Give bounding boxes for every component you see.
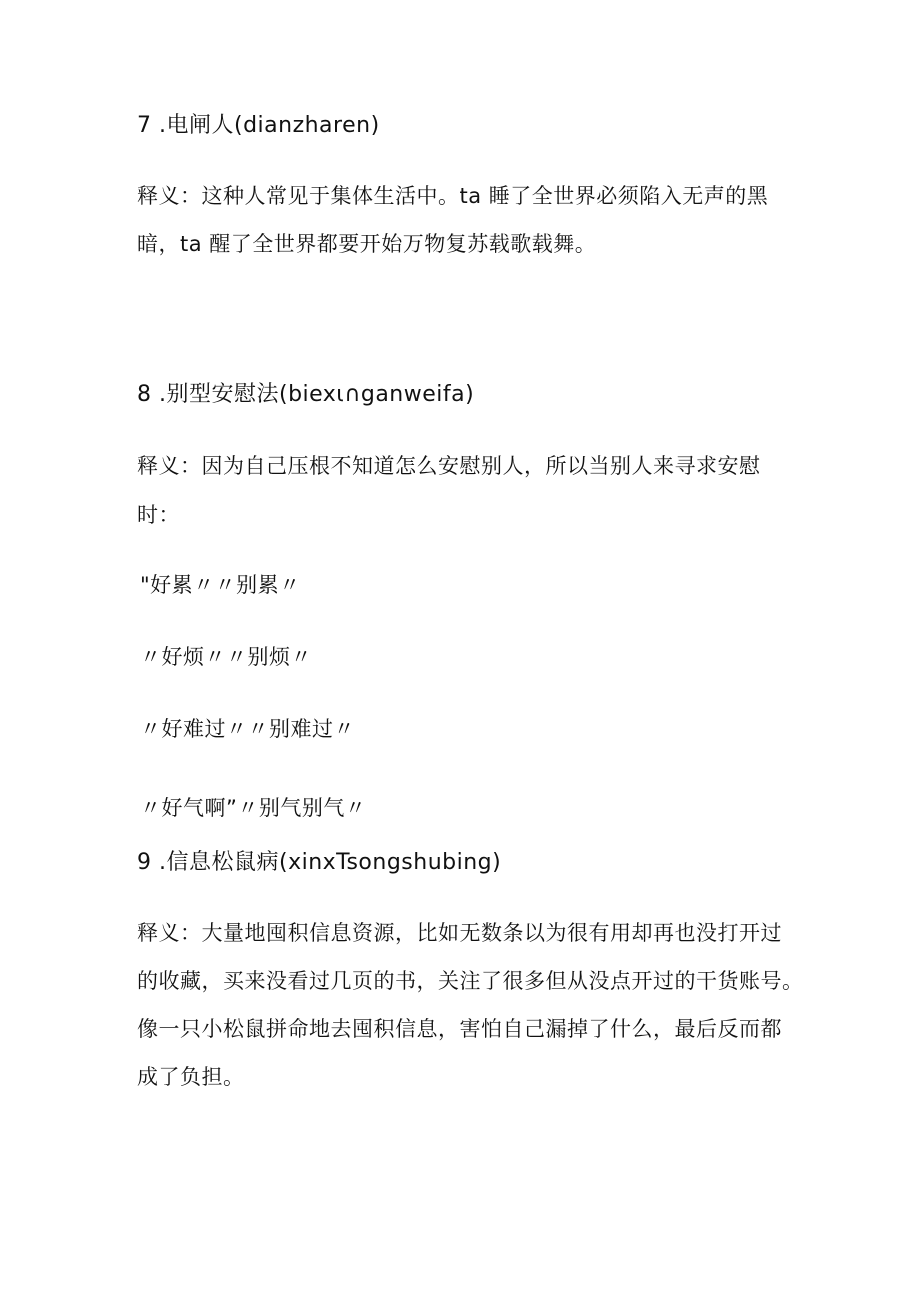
entry-7-heading: 7 .电闸人(dianzharen): [137, 113, 380, 138]
entry-7-definition-line-1: 释义：这种人常见于集体生活中。ta 睡了全世界必须陷入无声的黑: [137, 184, 769, 208]
entry-9-definition-line-3: 像一只小松鼠拼命地去囤积信息，害怕自己漏掉了什么，最后反而都: [137, 1017, 782, 1041]
entry-7-definition-line-2: 暗，ta 醒了全世界都要开始万物复苏载歌载舞。: [137, 232, 597, 256]
entry-8-example-1: "好累〃〃别累〃: [140, 573, 301, 597]
entry-8-definition-line-2: 时：: [137, 503, 180, 527]
entry-9-definition-line-2: 的收藏，买来没看过几页的书，关注了很多但从没点开过的干货账号。: [137, 969, 804, 993]
entry-8-definition-line-1: 释义：因为自己压根不知道怎么安慰别人，所以当别人来寻求安慰: [137, 454, 761, 478]
entry-8-example-2: 〃好烦〃〃别烦〃: [140, 645, 312, 669]
entry-9-definition-line-4: 成了负担。: [137, 1065, 245, 1089]
entry-8-example-3: 〃好难过〃〃别难过〃: [140, 717, 355, 741]
entry-9-definition-line-1: 释义：大量地囤积信息资源，比如无数条以为很有用却再也没打开过: [137, 921, 782, 945]
entry-8-heading: 8 .别型安慰法(biexι∩ganweifa): [137, 382, 475, 407]
entry-8-example-4: 〃好气啊”〃别气别气〃: [140, 796, 367, 820]
entry-9-heading: 9 .信息松鼠病(xinxTsongshubing): [137, 850, 502, 875]
